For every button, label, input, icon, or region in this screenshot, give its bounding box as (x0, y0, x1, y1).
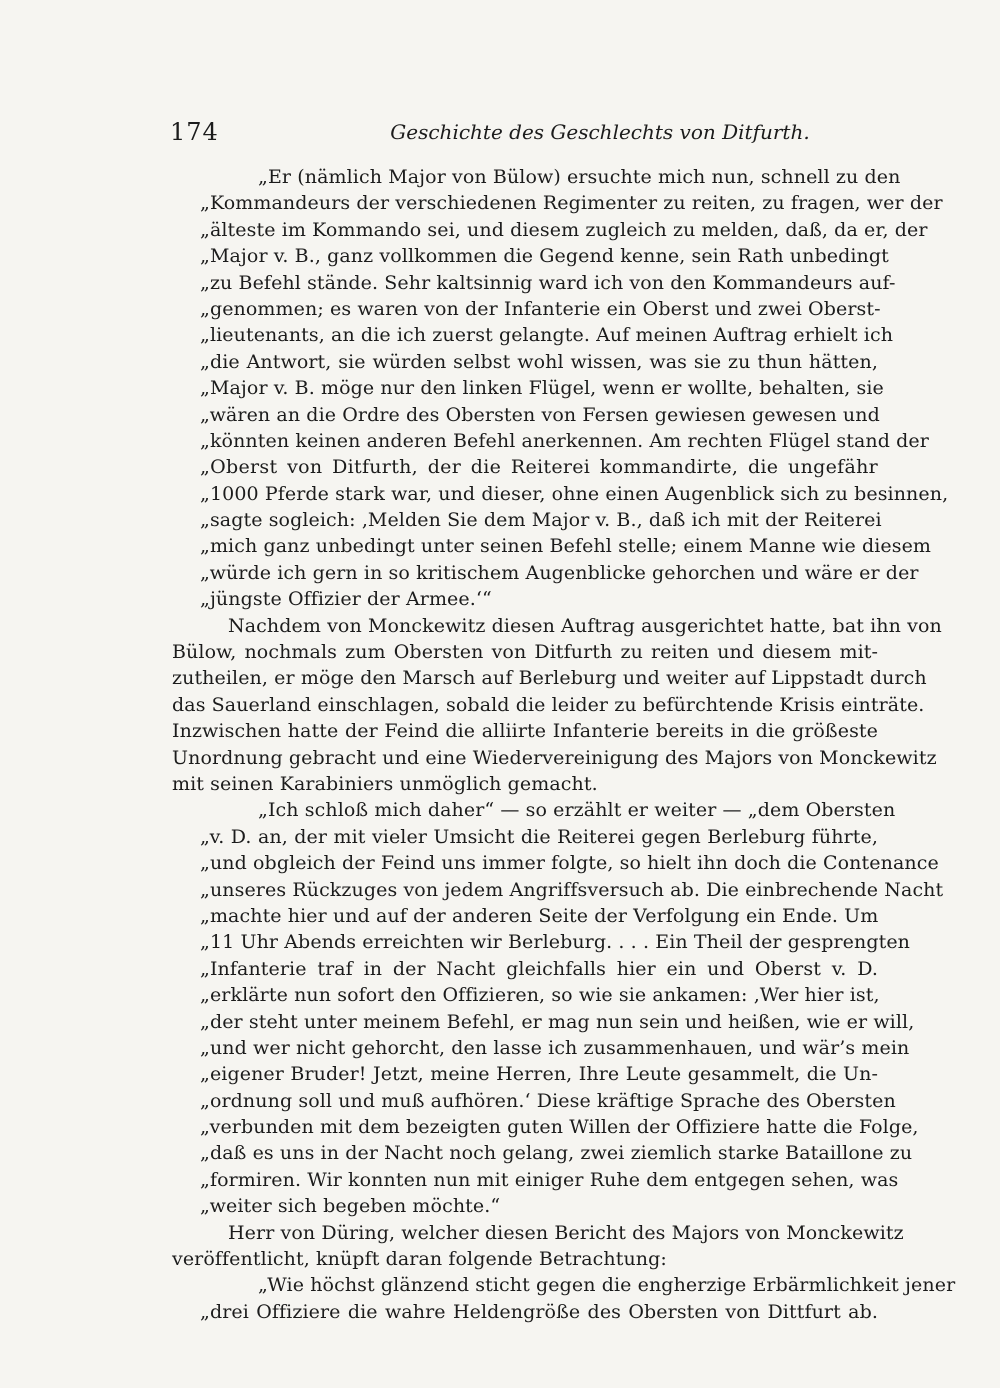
text-line: „daß es uns in der Nacht noch gelang, zwei ziemlich starke Bataillone zu (200, 1142, 913, 1165)
text-line: „älteste im Kommando sei, und diesem zugleich zu melden, daß, da er, der (200, 218, 928, 241)
text-line: Unordnung gebracht und eine Wiedervereinigung des Majors von Monckewitz (172, 746, 937, 769)
text-line: „und obgleich der Feind uns immer folgte, so hielt ihn doch die Contenance (200, 852, 939, 875)
text-line: Inzwischen hatte der Feind die alliirte Infanterie bereits in die größeste (172, 720, 878, 743)
text-line: „Infanterie traf in der Nacht gleichfalls hier ein und Oberst v. D. (200, 957, 878, 980)
page-number: 174 (170, 118, 219, 146)
text-line: „wären an die Ordre des Obersten von Fersen gewiesen gewesen und (200, 403, 880, 426)
text-line: „v. D. an, der mit vieler Umsicht die Reiterei gegen Berleburg führte, (200, 825, 878, 848)
text-line: das Sauerland einschlagen, sobald die leider zu befürchtende Krisis einträte. (172, 693, 925, 716)
text-line: zutheilen, er möge den Marsch auf Berleburg und weiter auf Lippstadt durch (172, 667, 927, 690)
text-line: „der steht unter meinem Befehl, er mag nun sein und heißen, wie er will, (200, 1010, 915, 1033)
text-line: „ordnung soll und muß aufhören.‘ Diese kräftige Sprache des Obersten (200, 1089, 896, 1112)
text-line: „sagte sogleich: ‚Melden Sie dem Major v. B., daß ich mit der Reiterei (200, 509, 882, 532)
text-line: „drei Offiziere die wahre Heldengröße des Obersten von Dittfurt ab. (200, 1300, 878, 1323)
text-line: „Major v. B., ganz vollkommen die Gegend kenne, sein Rath unbedingt (200, 245, 889, 268)
text-line: „zu Befehl stände. Sehr kaltsinnig ward ich von den Kommandeurs auf- (200, 271, 896, 294)
text-line: Herr von Düring, welcher diesen Bericht des Majors von Monckewitz (228, 1221, 904, 1244)
text-line: „formiren. Wir konnten nun mit einiger Ruhe dem entgegen sehen, was (200, 1168, 899, 1191)
text-line: „1000 Pferde stark war, und dieser, ohne einen Augenblick sich zu besinnen, (200, 482, 949, 505)
text-line: „mich ganz unbedingt unter seinen Befehl stelle; einem Manne wie diesem (200, 535, 932, 558)
text-line: „Kommandeurs der verschiedenen Regimenter zu reiten, zu fragen, wer der (200, 192, 943, 215)
text-line: „und wer nicht gehorcht, den lasse ich zusammenhauen, und wär’s mein (200, 1036, 910, 1059)
text-line: „Wie höchst glänzend sticht gegen die engherzige Erbärmlichkeit jener (258, 1274, 956, 1297)
running-head: Geschichte des Geschlechts von Ditfurth. (390, 120, 810, 144)
text-line: „genommen; es waren von der Infanterie ein Oberst und zwei Oberst- (200, 297, 881, 320)
text-line: „unseres Rückzuges von jedem Angriffsversuch ab. Die einbrechende Nacht (200, 878, 944, 901)
text-line: „Ich schloß mich daher“ — so erzählt er weiter — „dem Obersten (258, 799, 896, 822)
body-text (172, 164, 956, 1325)
text-line: „jüngste Offizier der Armee.‘“ (200, 588, 492, 611)
text-line: „11 Uhr Abends erreichten wir Berleburg. . . . Ein Theil der gesprengten (200, 931, 911, 954)
text-line: „erklärte nun sofort den Offizieren, so wie sie ankamen: ‚Wer hier ist, (200, 984, 880, 1007)
text-line: „Major v. B. möge nur den linken Flügel, wenn er wollte, behalten, sie (200, 377, 884, 400)
text-line: „Er (nämlich Major von Bülow) ersuchte mich nun, schnell zu den (258, 166, 901, 188)
page-header (170, 118, 880, 152)
text-line: „Oberst von Ditfurth, der die Reiterei kommandirte, die ungefähr (200, 456, 878, 479)
text-line: Nachdem von Monckewitz diesen Auftrag ausgerichtet hatte, bat ihn von (228, 614, 942, 637)
text-line: „eigener Bruder! Jetzt, meine Herren, Ihre Leute gesammelt, die Un- (200, 1063, 878, 1086)
text-line: „verbunden mit dem bezeigten guten Willen der Offiziere hatte die Folge, (200, 1116, 919, 1139)
text-line: veröffentlicht, knüpft daran folgende Betrachtung: (172, 1248, 667, 1271)
text-line: „weiter sich begeben möchte.“ (200, 1195, 501, 1218)
text-line: „machte hier und auf der anderen Seite der Verfolgung ein Ende. Um (200, 904, 879, 927)
text-line: „könnten keinen anderen Befehl anerkennen. Am rechten Flügel stand der (200, 429, 929, 452)
text-line: „würde ich gern in so kritischem Augenblicke gehorchen und wäre er der (200, 561, 919, 584)
text-line: mit seinen Karabiniers unmöglich gemacht. (172, 772, 598, 795)
text-line: „die Antwort, sie würden selbst wohl wissen, was sie zu thun hätten, (200, 350, 878, 373)
text-line: „lieutenants, an die ich zuerst gelangte. Auf meinen Auftrag erhielt ich (200, 324, 894, 347)
text-line: Bülow, nochmals zum Obersten von Ditfurth zu reiten und diesem mit- (172, 641, 878, 664)
